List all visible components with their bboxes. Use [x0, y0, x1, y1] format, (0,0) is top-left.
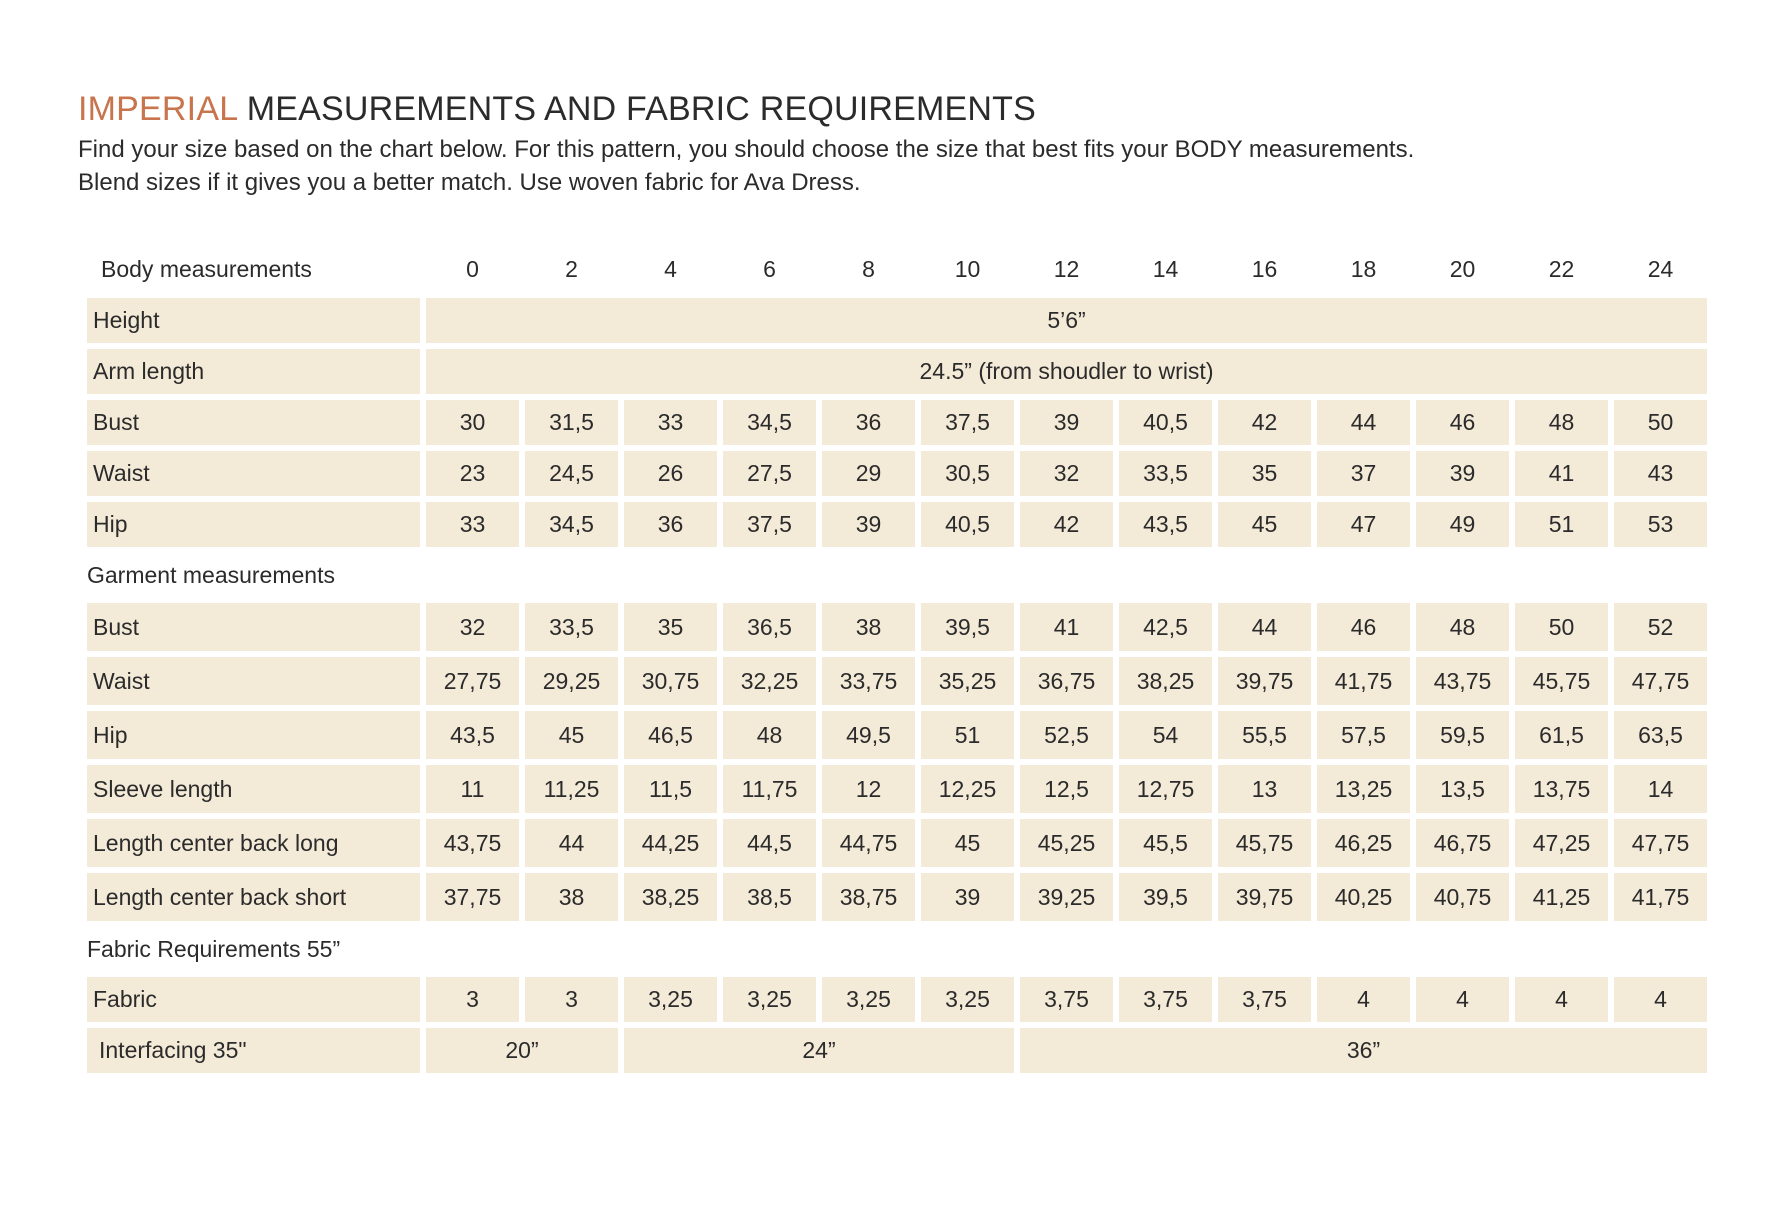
table-cell: 33,5	[525, 603, 618, 651]
body-row-waist	[87, 451, 1707, 496]
arm-length-row	[87, 349, 1707, 394]
table-cell: 3	[525, 977, 618, 1022]
table-cell: 59,5	[1416, 711, 1509, 759]
arm-length-value: 24.5” (from shoudler to wrist)	[426, 349, 1707, 394]
table-cell: 32	[1020, 451, 1113, 496]
table-cell: 33,5	[1119, 451, 1212, 496]
table-cell: 39	[1416, 451, 1509, 496]
table-cell: 3,75	[1119, 977, 1212, 1022]
table-cell: 45,75	[1218, 819, 1311, 867]
body-row-bust	[87, 400, 1707, 445]
table-cell: 45	[525, 711, 618, 759]
intro-text	[78, 133, 1414, 199]
row-label: Fabric	[87, 977, 420, 1022]
size-header-row	[87, 246, 1707, 292]
table-cell: 38,75	[822, 873, 915, 921]
table-cell: 36,75	[1020, 657, 1113, 705]
table-cell: 42	[1020, 502, 1113, 547]
row-label: Height	[87, 298, 420, 343]
table-cell: 40,5	[1119, 400, 1212, 445]
table-cell: 42	[1218, 400, 1311, 445]
table-cell: 43	[1614, 451, 1707, 496]
table-cell: 41,75	[1317, 657, 1410, 705]
size-header-18: 18	[1350, 255, 1377, 282]
row-label: Arm length	[87, 349, 420, 394]
interfacing-row	[87, 1028, 1707, 1073]
table-cell: 46	[1416, 400, 1509, 445]
garment-section-row	[87, 553, 1707, 597]
table-cell: 11,75	[723, 765, 816, 813]
size-header-8: 8	[862, 255, 875, 282]
table-cell: 30,75	[624, 657, 717, 705]
size-header-10: 10	[954, 255, 981, 282]
table-cell: 32	[426, 603, 519, 651]
table-cell: 36	[822, 400, 915, 445]
table-cell: 40,75	[1416, 873, 1509, 921]
table-cell: 53	[1614, 502, 1707, 547]
table-cell: 14	[1614, 765, 1707, 813]
table-cell: 46,75	[1416, 819, 1509, 867]
table-cell: 39	[1020, 400, 1113, 445]
table-cell: 4	[1614, 977, 1707, 1022]
table-cell: 39,75	[1218, 873, 1311, 921]
table-cell: 44,5	[723, 819, 816, 867]
table-cell: 40,5	[921, 502, 1014, 547]
table-cell: 52	[1614, 603, 1707, 651]
table-cell: 43,75	[1416, 657, 1509, 705]
table-cell: 3,25	[921, 977, 1014, 1022]
table-cell: 38,25	[624, 873, 717, 921]
table-cell: 42,5	[1119, 603, 1212, 651]
table-cell: 43,5	[426, 711, 519, 759]
table-cell: 44	[525, 819, 618, 867]
table-cell: 3,75	[1218, 977, 1311, 1022]
table-cell: 55,5	[1218, 711, 1311, 759]
table-cell: 33	[624, 400, 717, 445]
table-cell: 35	[1218, 451, 1311, 496]
garment-row-length-center-back-short	[87, 873, 1707, 921]
table-cell: 12	[822, 765, 915, 813]
table-cell: 44	[1218, 603, 1311, 651]
table-cell: 38	[525, 873, 618, 921]
interfacing-group-cell: 20”	[426, 1028, 618, 1073]
size-header-20: 20	[1449, 255, 1476, 282]
table-cell: 61,5	[1515, 711, 1608, 759]
table-cell: 39,25	[1020, 873, 1113, 921]
page-title	[78, 90, 1036, 129]
table-cell: 50	[1614, 400, 1707, 445]
table-cell: 57,5	[1317, 711, 1410, 759]
table-cell: 13,25	[1317, 765, 1410, 813]
table-cell: 47,25	[1515, 819, 1608, 867]
table-cell: 39	[921, 873, 1014, 921]
row-label: Length center back long	[87, 819, 420, 867]
table-cell: 24,5	[525, 451, 618, 496]
table-cell: 3,25	[624, 977, 717, 1022]
height-value: 5’6”	[426, 298, 1707, 343]
table-cell: 41	[1515, 451, 1608, 496]
row-label: Sleeve length	[87, 765, 420, 813]
table-cell: 39,5	[1119, 873, 1212, 921]
table-cell: 32,25	[723, 657, 816, 705]
table-cell: 33,75	[822, 657, 915, 705]
table-cell: 13	[1218, 765, 1311, 813]
table-cell: 49	[1416, 502, 1509, 547]
table-cell: 3	[426, 977, 519, 1022]
table-cell: 35	[624, 603, 717, 651]
table-cell: 38,5	[723, 873, 816, 921]
table-cell: 13,75	[1515, 765, 1608, 813]
garment-row-sleeve-length	[87, 765, 1707, 813]
table-cell: 44,75	[822, 819, 915, 867]
title-rest: MEASUREMENTS AND FABRIC REQUIREMENTS	[246, 90, 1037, 128]
table-cell: 12,75	[1119, 765, 1212, 813]
table-cell: 46,25	[1317, 819, 1410, 867]
table-cell: 36	[624, 502, 717, 547]
table-cell: 41	[1020, 603, 1113, 651]
table-cell: 43,5	[1119, 502, 1212, 547]
table-cell: 41,25	[1515, 873, 1608, 921]
table-cell: 40,25	[1317, 873, 1410, 921]
table-cell: 63,5	[1614, 711, 1707, 759]
garment-row-bust	[87, 603, 1707, 651]
size-header-6: 6	[763, 255, 776, 282]
table-cell: 48	[1515, 400, 1608, 445]
table-cell: 43,75	[426, 819, 519, 867]
size-header-12: 12	[1053, 255, 1080, 282]
table-cell: 44	[1317, 400, 1410, 445]
table-cell: 3,75	[1020, 977, 1113, 1022]
table-cell: 34,5	[525, 502, 618, 547]
table-cell: 36,5	[723, 603, 816, 651]
garment-row-length-center-back-long	[87, 819, 1707, 867]
table-cell: 4	[1515, 977, 1608, 1022]
table-cell: 54	[1119, 711, 1212, 759]
table-cell: 4	[1317, 977, 1410, 1022]
fabric-row	[87, 977, 1707, 1022]
table-cell: 37,5	[723, 502, 816, 547]
table-cell: 45	[1218, 502, 1311, 547]
row-label: Waist	[87, 657, 420, 705]
intro-line-1: Find your size based on the chart below. For this pattern, you should choose the size that best fits your BODY measurements.	[78, 136, 1415, 163]
table-cell: 37	[1317, 451, 1410, 496]
table-cell: 37,75	[426, 873, 519, 921]
table-cell: 51	[921, 711, 1014, 759]
size-header-4: 4	[664, 255, 677, 282]
title-accent: IMPERIAL	[78, 90, 238, 128]
body-row-hip	[87, 502, 1707, 547]
table-cell: 29	[822, 451, 915, 496]
row-label: Bust	[87, 603, 420, 651]
table-cell: 41,75	[1614, 873, 1707, 921]
row-label: Length center back short	[87, 873, 420, 921]
table-cell: 30,5	[921, 451, 1014, 496]
fabric-section-row	[87, 927, 1707, 971]
table-cell: 45,5	[1119, 819, 1212, 867]
table-cell: 26	[624, 451, 717, 496]
table-cell: 38,25	[1119, 657, 1212, 705]
table-cell: 38	[822, 603, 915, 651]
size-chart-table	[81, 240, 1713, 1079]
table-cell: 46	[1317, 603, 1410, 651]
table-cell: 45,75	[1515, 657, 1608, 705]
interfacing-group-cell: 36”	[1020, 1028, 1707, 1073]
table-cell: 47,75	[1614, 657, 1707, 705]
size-header-0: 0	[466, 255, 479, 282]
table-cell: 33	[426, 502, 519, 547]
table-cell: 46,5	[624, 711, 717, 759]
fabric-requirements-heading: Fabric Requirements 55”	[87, 935, 341, 962]
table-cell: 39	[822, 502, 915, 547]
table-cell: 50	[1515, 603, 1608, 651]
row-label: Waist	[87, 451, 420, 496]
table-cell: 23	[426, 451, 519, 496]
size-header-24: 24	[1647, 255, 1674, 282]
table-cell: 3,25	[822, 977, 915, 1022]
intro-line-2: Blend sizes if it gives you a better match. Use woven fabric for Ava Dress.	[78, 169, 861, 196]
table-cell: 11	[426, 765, 519, 813]
height-row	[87, 298, 1707, 343]
size-header-22: 22	[1548, 255, 1575, 282]
table-cell: 47,75	[1614, 819, 1707, 867]
row-label: Hip	[87, 502, 420, 547]
table-cell: 11,5	[624, 765, 717, 813]
table-cell: 34,5	[723, 400, 816, 445]
table-cell: 29,25	[525, 657, 618, 705]
table-cell: 47	[1317, 502, 1410, 547]
size-header-2: 2	[565, 255, 578, 282]
body-measurements-heading: Body measurements	[101, 255, 312, 282]
table-cell: 39,75	[1218, 657, 1311, 705]
table-cell: 48	[723, 711, 816, 759]
table-cell: 39,5	[921, 603, 1014, 651]
table-cell: 49,5	[822, 711, 915, 759]
garment-row-hip	[87, 711, 1707, 759]
size-header-16: 16	[1251, 255, 1278, 282]
table-cell: 48	[1416, 603, 1509, 651]
table-cell: 3,25	[723, 977, 816, 1022]
size-header-14: 14	[1152, 255, 1179, 282]
row-label: Bust	[87, 400, 420, 445]
table-cell: 45	[921, 819, 1014, 867]
table-cell: 35,25	[921, 657, 1014, 705]
table-cell: 31,5	[525, 400, 618, 445]
table-cell: 51	[1515, 502, 1608, 547]
table-cell: 37,5	[921, 400, 1014, 445]
table-cell: 4	[1416, 977, 1509, 1022]
table-cell: 27,75	[426, 657, 519, 705]
table-cell: 27,5	[723, 451, 816, 496]
row-label: Interfacing 35"	[87, 1028, 420, 1073]
table-cell: 11,25	[525, 765, 618, 813]
table-cell: 52,5	[1020, 711, 1113, 759]
table-cell: 44,25	[624, 819, 717, 867]
table-cell: 13,5	[1416, 765, 1509, 813]
table-cell: 12,5	[1020, 765, 1113, 813]
table-cell: 30	[426, 400, 519, 445]
table-cell: 45,25	[1020, 819, 1113, 867]
interfacing-group-cell: 24”	[624, 1028, 1014, 1073]
garment-row-waist	[87, 657, 1707, 705]
row-label: Hip	[87, 711, 420, 759]
garment-measurements-heading: Garment measurements	[87, 561, 335, 588]
table-cell: 12,25	[921, 765, 1014, 813]
